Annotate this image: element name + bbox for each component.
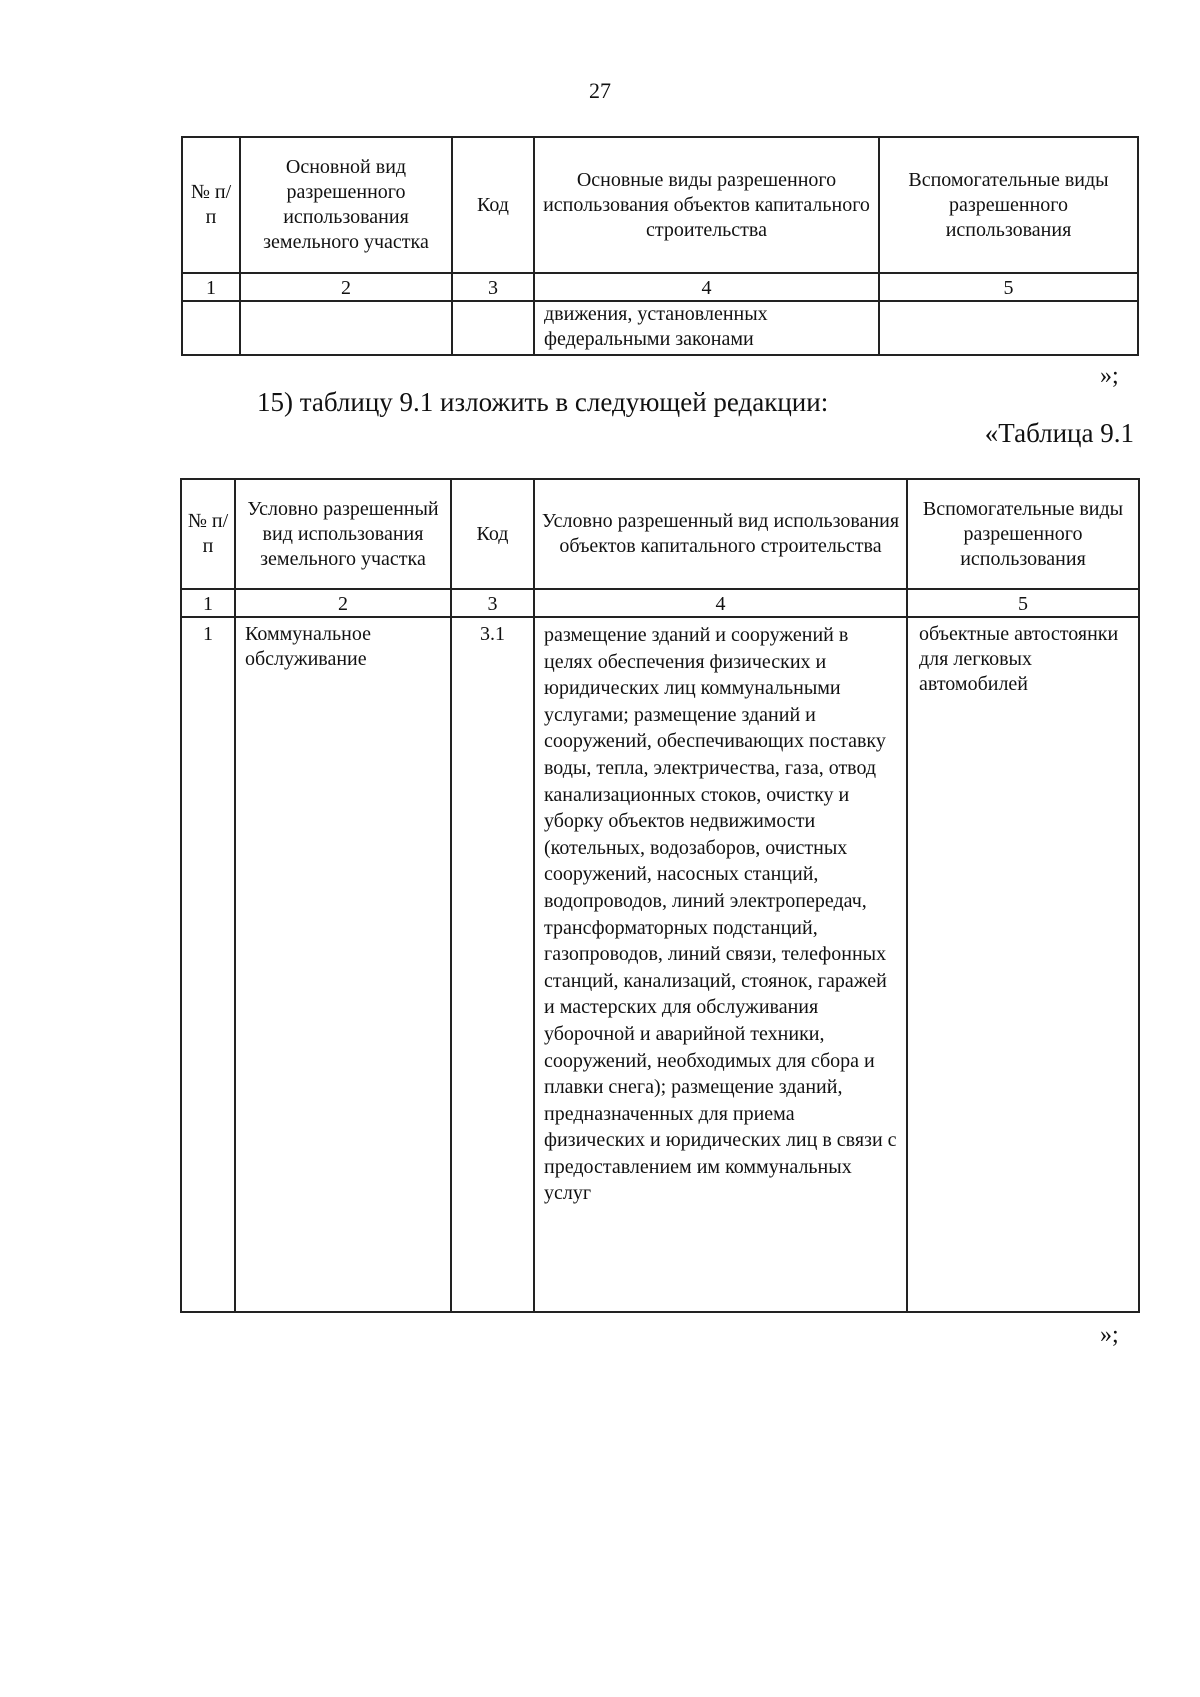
column-number: 1 [182,273,240,301]
cell-code [452,301,534,355]
cell-description: размещение зданий и сооружений в целях обеспечения физических и юридических лиц коммунальными услугами; размещение зданий и сооружений, обеспечивающих поставку воды, тепла, электричества, газа, отвод канализационных стоков, очистку и уборку объектов недвижимости (котельных, водозаборов, очистных сооружений, насосных станций, водопроводов, линий электропередач, трансформаторных подстанций, газопроводов, линий связи, телефонных станций, канализаций, стоянок, гаражей и мастерских для обслуживания уборочной и аварийной техники, сооружений, необходимых для сбора и плавки снега); размещение зданий, предназначенных для приема физических и юридических лиц в связи с предоставлением им коммунальных услуг [534,617,907,1312]
header-cond-capital: Условно разрешенный вид использования объектов капитального строительства [534,479,907,589]
cell-aux: объектные автостоянки для легковых автомобилей [907,617,1139,1312]
header-code: Код [452,137,534,273]
column-number: 2 [240,273,452,301]
cell-land-use [240,301,452,355]
column-number: 3 [452,273,534,301]
header-aux: Вспомогательные виды разрешенного использования [879,137,1138,273]
table-continuation [181,136,1139,356]
closing-quote: »; [1100,363,1119,389]
table-9-1 [180,478,1140,1313]
cell-num: 1 [181,617,235,1312]
table-header-row [181,479,1139,589]
cell-code: 3.1 [451,617,534,1312]
header-num: № п/п [181,479,235,589]
column-number-row [182,273,1138,301]
column-number: 5 [879,273,1138,301]
header-code: Код [451,479,534,589]
column-number: 3 [451,589,534,617]
column-number: 5 [907,589,1139,617]
column-number-row [181,589,1139,617]
header-aux: Вспомогательные виды разрешенного использования [907,479,1139,589]
header-cond-land-use: Условно разрешенный вид использования земельного участка [235,479,451,589]
table-caption: «Таблица 9.1 [984,418,1134,448]
header-main-capital: Основные виды разрешенного использования объектов капитального строительства [534,137,879,273]
cell-capital: движения, установленных федеральными законами [534,301,879,355]
page-number: 27 [589,78,611,103]
closing-quote: »; [1100,1322,1119,1348]
amendment-paragraph: 15) таблицу 9.1 изложить в следующей редакции: [257,387,829,417]
column-number: 4 [534,273,879,301]
column-number: 1 [181,589,235,617]
table-row [181,617,1139,1312]
table-header-row [182,137,1138,273]
header-main-land-use: Основной вид разрешенного использования земельного участка [240,137,452,273]
column-number: 2 [235,589,451,617]
header-num: № п/п [182,137,240,273]
cell-num [182,301,240,355]
column-number: 4 [534,589,907,617]
cell-land-use: Коммунальное обслуживание [235,617,451,1312]
cell-aux [879,301,1138,355]
table-row [182,301,1138,355]
